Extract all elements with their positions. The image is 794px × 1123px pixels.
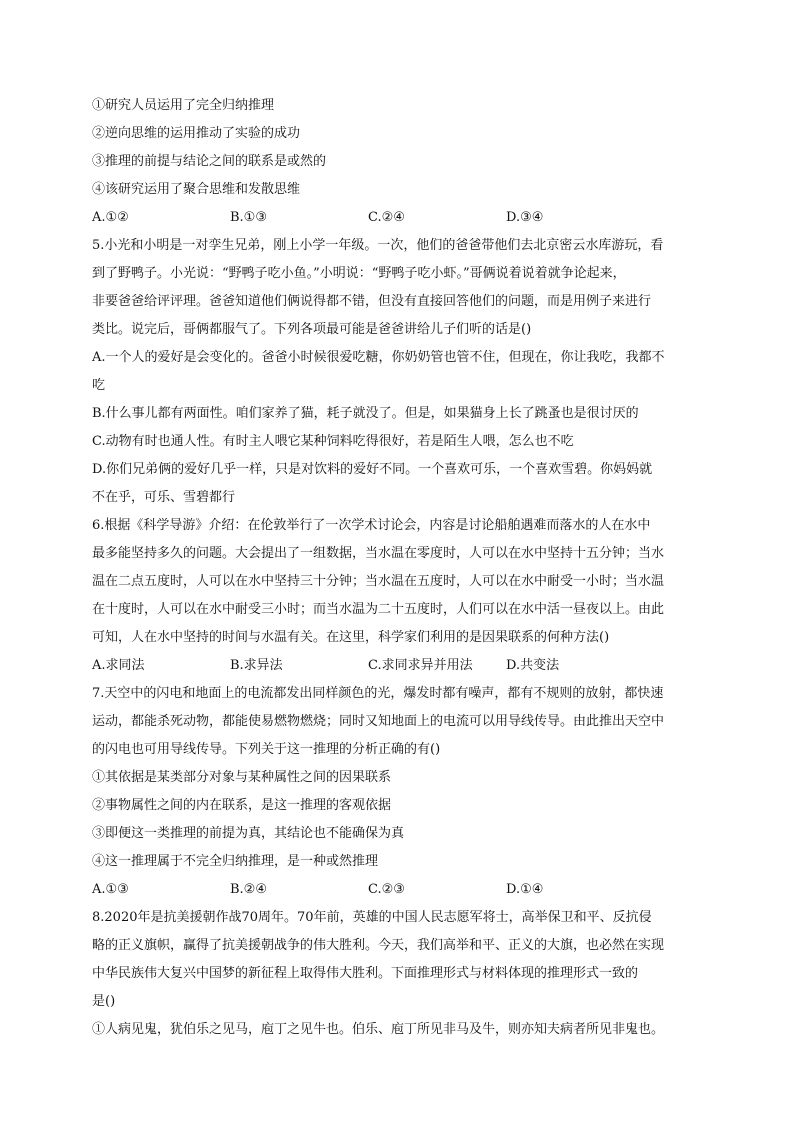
statement-line: ④这一推理属于不完全归纳推理，是一种或然推理	[92, 854, 379, 869]
statement-line: ①人病见鬼，犹伯乐之见马，庖丁之见牛也。伯乐、庖丁所见非马及牛，则亦知夫病者所见非鬼也。	[92, 1022, 665, 1037]
option-a: A.求同法	[92, 658, 145, 673]
option-line: D.你们兄弟俩的爱好几乎一样，只是对饮料的爱好不同。一个喜欢可乐，一个喜欢雪碧。你妈妈就	[92, 462, 653, 477]
option-d: D.共变法	[506, 658, 560, 673]
question-line: 运动，都能杀死动物，都能使易燃物燃烧；同时又知地面上的电流可以用导线传导。由此推出天空中	[92, 714, 665, 729]
question-line: 非要爸爸给评评理。爸爸知道他们俩说得都不错，但没有直接回答他们的问题，而是用例子来进行	[92, 294, 652, 309]
statement-line: ①研究人员运用了完全归纳推理	[92, 98, 275, 113]
option-d: D.③④	[506, 210, 544, 225]
question-line: 7.天空中的闪电和地面上的电流都发出同样颜色的光，爆发时都有噪声，都有不规则的放射，都快速	[92, 686, 664, 701]
question-line: 5.小光和小明是一对孪生兄弟，刚上小学一年级。一次，他们的爸爸带他们去北京密云水库游玩，看	[92, 238, 664, 253]
statement-line: ③推理的前提与结论之间的联系是或然的	[92, 154, 327, 169]
option-line: 不在乎，可乐、雪碧都行	[92, 490, 236, 505]
question-6	[92, 512, 706, 652]
option-b: B.②④	[230, 882, 267, 897]
option-a: A.①③	[92, 882, 129, 897]
question-line: 中华民族伟大复兴中国梦的新征程上取得伟大胜利。下面推理形式与材料体现的推理形式一致的	[92, 966, 639, 981]
statement-line: ④该研究运用了聚合思维和发散思维	[92, 182, 301, 197]
option-c: C.②④	[368, 210, 405, 225]
question-8	[92, 904, 706, 1044]
option-a: A.①②	[92, 210, 129, 225]
option-line: B.什么事儿都有两面性。咱们家养了猫，耗子就没了。但是，如果猫身上长了跳蚤也是很讨厌的	[92, 406, 639, 421]
question-line: 略的正义旗帜，赢得了抗美援朝战争的伟大胜利。今天，我们高举和平、正义的大旗，也必然在实现	[92, 938, 665, 953]
statement-line: ②事物属性之间的内在联系，是这一推理的客观依据	[92, 798, 392, 813]
option-b: B.求异法	[230, 658, 283, 673]
question-line: 在十度时，人可以在水中耐受三小时；而当水温为二十五度时，人们可以在水中活一昼夜以上。由此	[92, 602, 665, 617]
option-d: D.①④	[506, 882, 544, 897]
statement-line: ①其依据是某类部分对象与某种属性之间的因果联系	[92, 770, 392, 785]
option-c: C.求同求异并用法	[368, 658, 473, 673]
option-line: C.动物有时也通人性。有时主人喂它某种饲料吃得很好，若是陌生人喂，怎么也不吃	[92, 434, 574, 449]
option-b: B.①③	[230, 210, 267, 225]
question-line: 到了野鸭子。小光说：“野鸭子吃小鱼。”小明说：“野鸭子吃小虾。”哥俩说着说着就争论起来，	[92, 266, 626, 281]
question-line: 可知，人在水中坚持的时间与水温有关。在这里，科学家们利用的是因果联系的何种方法()	[92, 630, 610, 645]
question-7	[92, 680, 706, 876]
option-line: 吃	[92, 378, 106, 393]
question-line: 类比。说完后，哥俩都服气了。下列各项最可能是爸爸讲给儿子们听的话是()	[92, 322, 532, 337]
statement-line: ②逆向思维的运用推动了实验的成功	[92, 126, 301, 141]
option-line: A.一个人的爱好是会变化的。爸爸小时候很爱吃糖，你奶奶管也管不住，但现在，你让我吃，我都不	[92, 350, 665, 365]
exam-page	[92, 92, 706, 1044]
question-line: 温在二点五度时，人可以在水中坚持三十分钟；当水温在五度时，人可以在水中耐受一小时；当水温	[92, 574, 665, 589]
question-4-options	[92, 204, 706, 232]
question-line: 最多能坚持多久的问题。大会提出了一组数据，当水温在零度时，人可以在水中坚持十五分钟；当水	[92, 546, 665, 561]
question-6-options	[92, 652, 706, 680]
option-c: C.②③	[368, 882, 405, 897]
statement-line: ③即便这一类推理的前提为真，其结论也不能确保为真	[92, 826, 405, 841]
question-line: 的闪电也可用导线传导。下列关于这一推理的分析正确的有()	[92, 742, 441, 757]
question-5	[92, 232, 706, 512]
question-4-statements	[92, 92, 706, 204]
question-7-options	[92, 876, 706, 904]
question-line: 是()	[92, 994, 116, 1009]
question-line: 8.2020年是抗美援朝作战70周年。70年前，英雄的中国人民志愿军将士，高举保卫和平、反抗侵	[92, 910, 652, 925]
question-line: 6.根据《科学导游》介绍：在伦敦举行了一次学术讨论会，内容是讨论船舶遇难而落水的人在水中	[92, 518, 651, 533]
